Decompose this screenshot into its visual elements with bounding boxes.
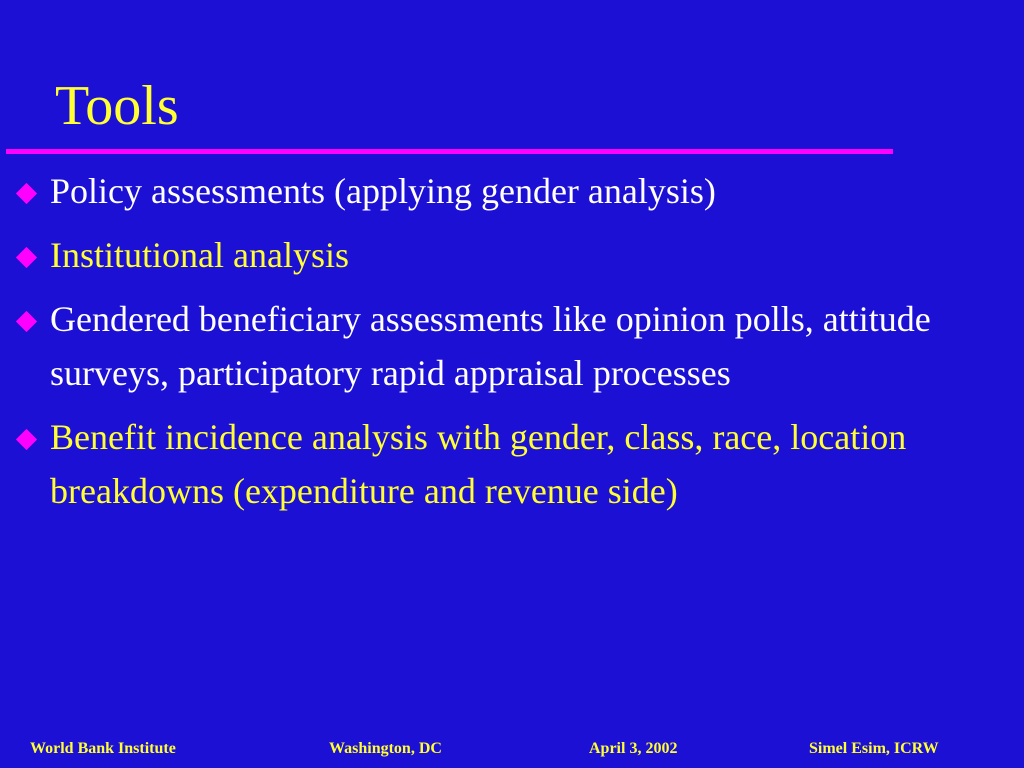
footer-organization: World Bank Institute <box>30 740 176 757</box>
diamond-icon <box>16 311 37 332</box>
slide-title: Tools <box>55 75 179 137</box>
bullet-text: Policy assessments (applying gender analysis) <box>50 171 716 211</box>
footer-location: Washington, DC <box>329 740 442 757</box>
diamond-icon <box>16 429 37 450</box>
bullet-item-beneficiary-assessments <box>0 292 1024 400</box>
bullet-text: Gendered beneficiary assessments like opinion polls, attitude surveys, participatory rapid appraisal processes <box>50 299 931 393</box>
diamond-icon <box>16 247 37 268</box>
bullet-item-policy-assessments <box>0 164 1024 218</box>
bullet-list <box>0 164 1024 528</box>
footer-author: Simel Esim, ICRW <box>809 740 939 757</box>
slide-footer <box>0 740 1024 762</box>
title-divider <box>6 149 893 154</box>
diamond-icon <box>16 183 37 204</box>
bullet-text: Benefit incidence analysis with gender, class, race, location breakdowns (expenditure and revenue side) <box>50 417 907 511</box>
bullet-text: Institutional analysis <box>50 235 349 275</box>
footer-date: April 3, 2002 <box>589 740 678 757</box>
bullet-item-benefit-incidence <box>0 410 1024 518</box>
bullet-item-institutional-analysis <box>0 228 1024 282</box>
